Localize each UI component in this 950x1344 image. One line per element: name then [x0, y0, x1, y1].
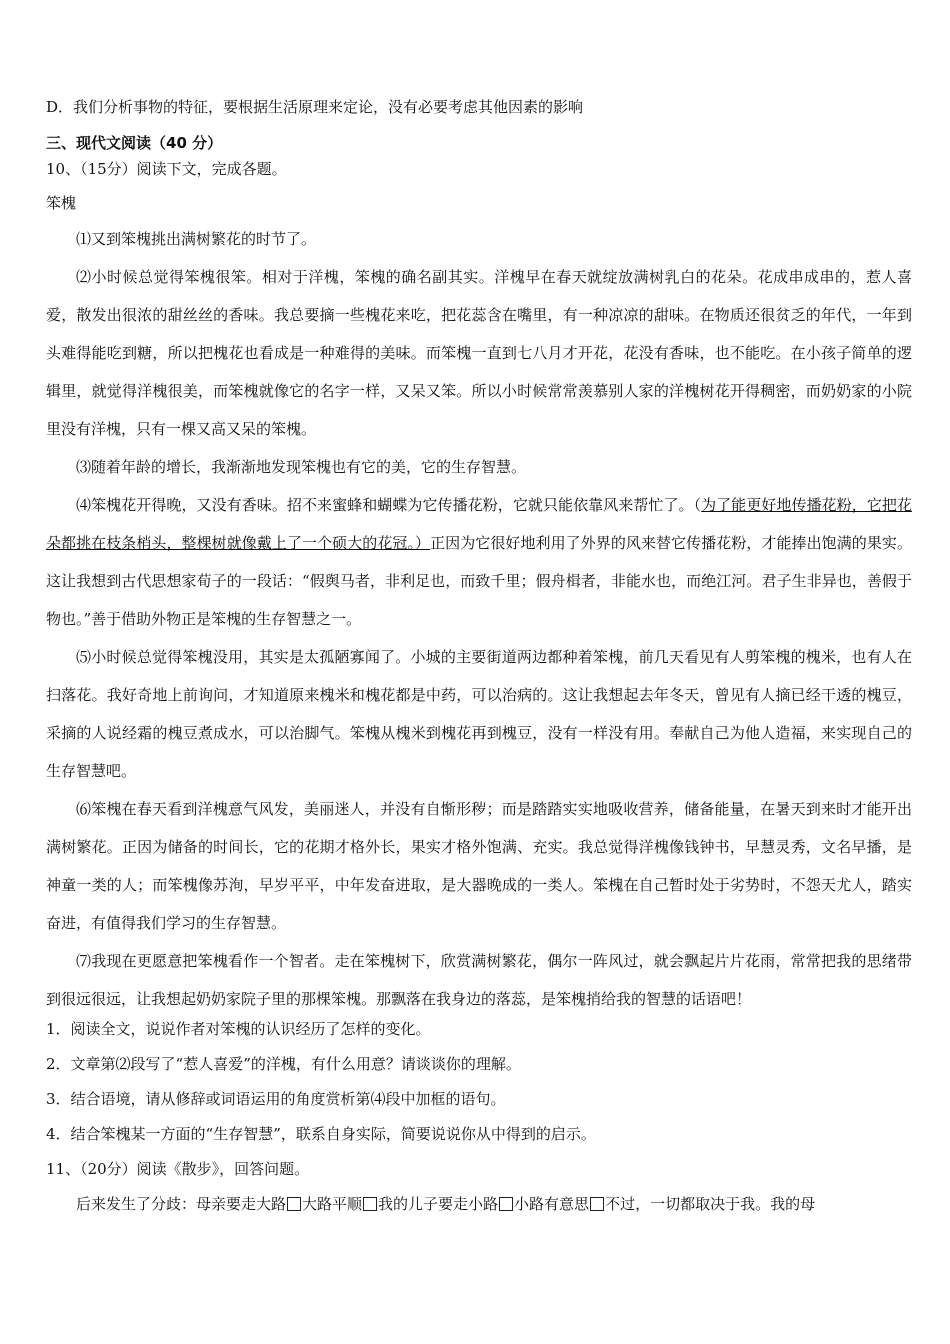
paragraph-4-end: 正因为它很好地利用了外界的风来替它传播花粉，才能捧出饱满的果实。这让我想到古代思想家荀子的一段话：“假舆马者，非利足也，而致千里；假舟楫者，非能水也，而绝江河。君子生非异也，善假于物也。”善于借助外物正是笨槐的生存智慧之一。	[46, 534, 912, 628]
passage-segment: 大路平顺	[302, 1195, 363, 1213]
question-list	[46, 1018, 912, 1215]
question-item: 3．结合语境，请从修辞或词语运用的角度赏析第⑷段中加框的语句。	[46, 1090, 506, 1108]
paragraph-5: ⑸小时候总觉得笨槐没用，其实是太孤陋寡闻了。小城的主要街道两边都种着笨槐，前几天看见有人剪笨槐的槐米，也有人在扫落花。我好奇地上前询问，才知道原来槐米和槐花都是中药，可以治病的。这让我想起去年冬天，曾见有人摘已经干透的槐豆，采摘的人说经霜的槐豆煮成水，可以治脚气。笨槐从槐米到槐花再到槐豆，没有一样没有用。奉献自己为他人造福，来实现自己的生存智慧吧。	[46, 648, 912, 780]
passage-segment: 后来发生了分歧：母亲要走大路	[76, 1195, 287, 1213]
article-body	[46, 220, 912, 1018]
paragraph-6: ⑹笨槐在春天看到洋槐意气风发，美丽迷人，并没有自惭形秽；而是踏踏实实地吸收营养，储备能量，在暑天到来时才能开出满树繁花。正因为储备的时间长，它的花期才格外长，果实才格外饱满、充实。我总觉得洋槐像钱钟书，早慧灵秀，文名早播，是神童一类的人；而笨槐像苏洵，早岁平平，中年发奋进取，是大器晚成的一类人。笨槐在自己暂时处于劣势时，不怨天尤人，踏实奋进，有值得我们学习的生存智慧。	[46, 800, 912, 932]
option-d: D．我们分析事物的特征，要根据生活原理来定论，没有必要考虑其他因素的影响	[46, 98, 584, 116]
question-item: 2．文章第⑵段写了“惹人喜爱”的洋槐，有什么用意？请谈谈你的理解。	[46, 1055, 521, 1073]
paragraph-7: ⑺我现在更愿意把笨槐看作一个智者。走在笨槐树下，欣赏满树繁花，偶尔一阵风过，就会飘起片片花雨，常常把我的思绪带到很远很远，让我想起奶奶家院子里的那棵笨槐。那飘落在我身边的落蕊，是笨槐捎给我的智慧的话语吧！	[46, 952, 912, 1008]
framed-sentence: 为了能更好地传播花粉，它把花朵都挑在枝条梢头，整棵树就像戴上了一个硕大的花冠。）	[46, 496, 912, 552]
question-11-passage	[46, 1193, 912, 1215]
blank-box[interactable]	[590, 1197, 604, 1211]
paragraph-4	[46, 486, 912, 638]
passage-segment: 小路有意思	[514, 1195, 590, 1213]
paragraph-2: ⑵小时候总觉得笨槐很笨。相对于洋槐，笨槐的确名副其实。洋槐早在春天就绽放满树乳白的花朵。花成串成串的，惹人喜爱，散发出很浓的甜丝丝的香味。我总要摘一些槐花来吃，把花蕊含在嘴里，有一种凉凉的甜味。在物质还很贫乏的年代，一年到头难得能吃到糖，所以把槐花也看成是一种难得的美味。而笨槐一直到七八月才开花，花没有香味，也不能吃。在小孩子简单的逻辑里，就觉得洋槐很美，而笨槐就像它的名字一样，又呆又笨。所以小时候常常羡慕别人家的洋槐树花开得稠密，而奶奶家的小院里没有洋槐，只有一棵又高又呆的笨槐。	[46, 268, 912, 438]
question-11-intro: 11、（20分）阅读《散步》，回答问题。	[46, 1160, 310, 1178]
blank-box[interactable]	[363, 1197, 377, 1211]
question-item: 4．结合笨槐某一方面的“生存智慧”，联系自身实际，简要说说你从中得到的启示。	[46, 1125, 596, 1143]
question-item: 1．阅读全文，说说作者对笨槐的认识经历了怎样的变化。	[46, 1020, 431, 1038]
section-heading: 三、现代文阅读（40 分）	[46, 134, 223, 152]
paragraph-1: ⑴又到笨槐挑出满树繁花的时节了。	[76, 230, 317, 248]
paragraph-4-start: ⑷笨槐花开得晚，又没有香味。招不来蜜蜂和蝴蝶为它传播花粉，它就只能依靠风来帮忙了。（	[76, 496, 702, 514]
blank-box[interactable]	[287, 1197, 301, 1211]
paragraph-3: ⑶随着年龄的增长，我渐渐地发现笨槐也有它的美，它的生存智慧。	[76, 458, 527, 476]
passage-segment: 不过，一切都取决于我。我的母	[605, 1195, 816, 1213]
article-title: 笨槐	[46, 194, 77, 212]
blank-box[interactable]	[499, 1197, 513, 1211]
passage-segment: 我的儿子要走小路	[378, 1195, 499, 1213]
question-10-intro: 10、（15分）阅读下文，完成各题。	[46, 160, 287, 178]
